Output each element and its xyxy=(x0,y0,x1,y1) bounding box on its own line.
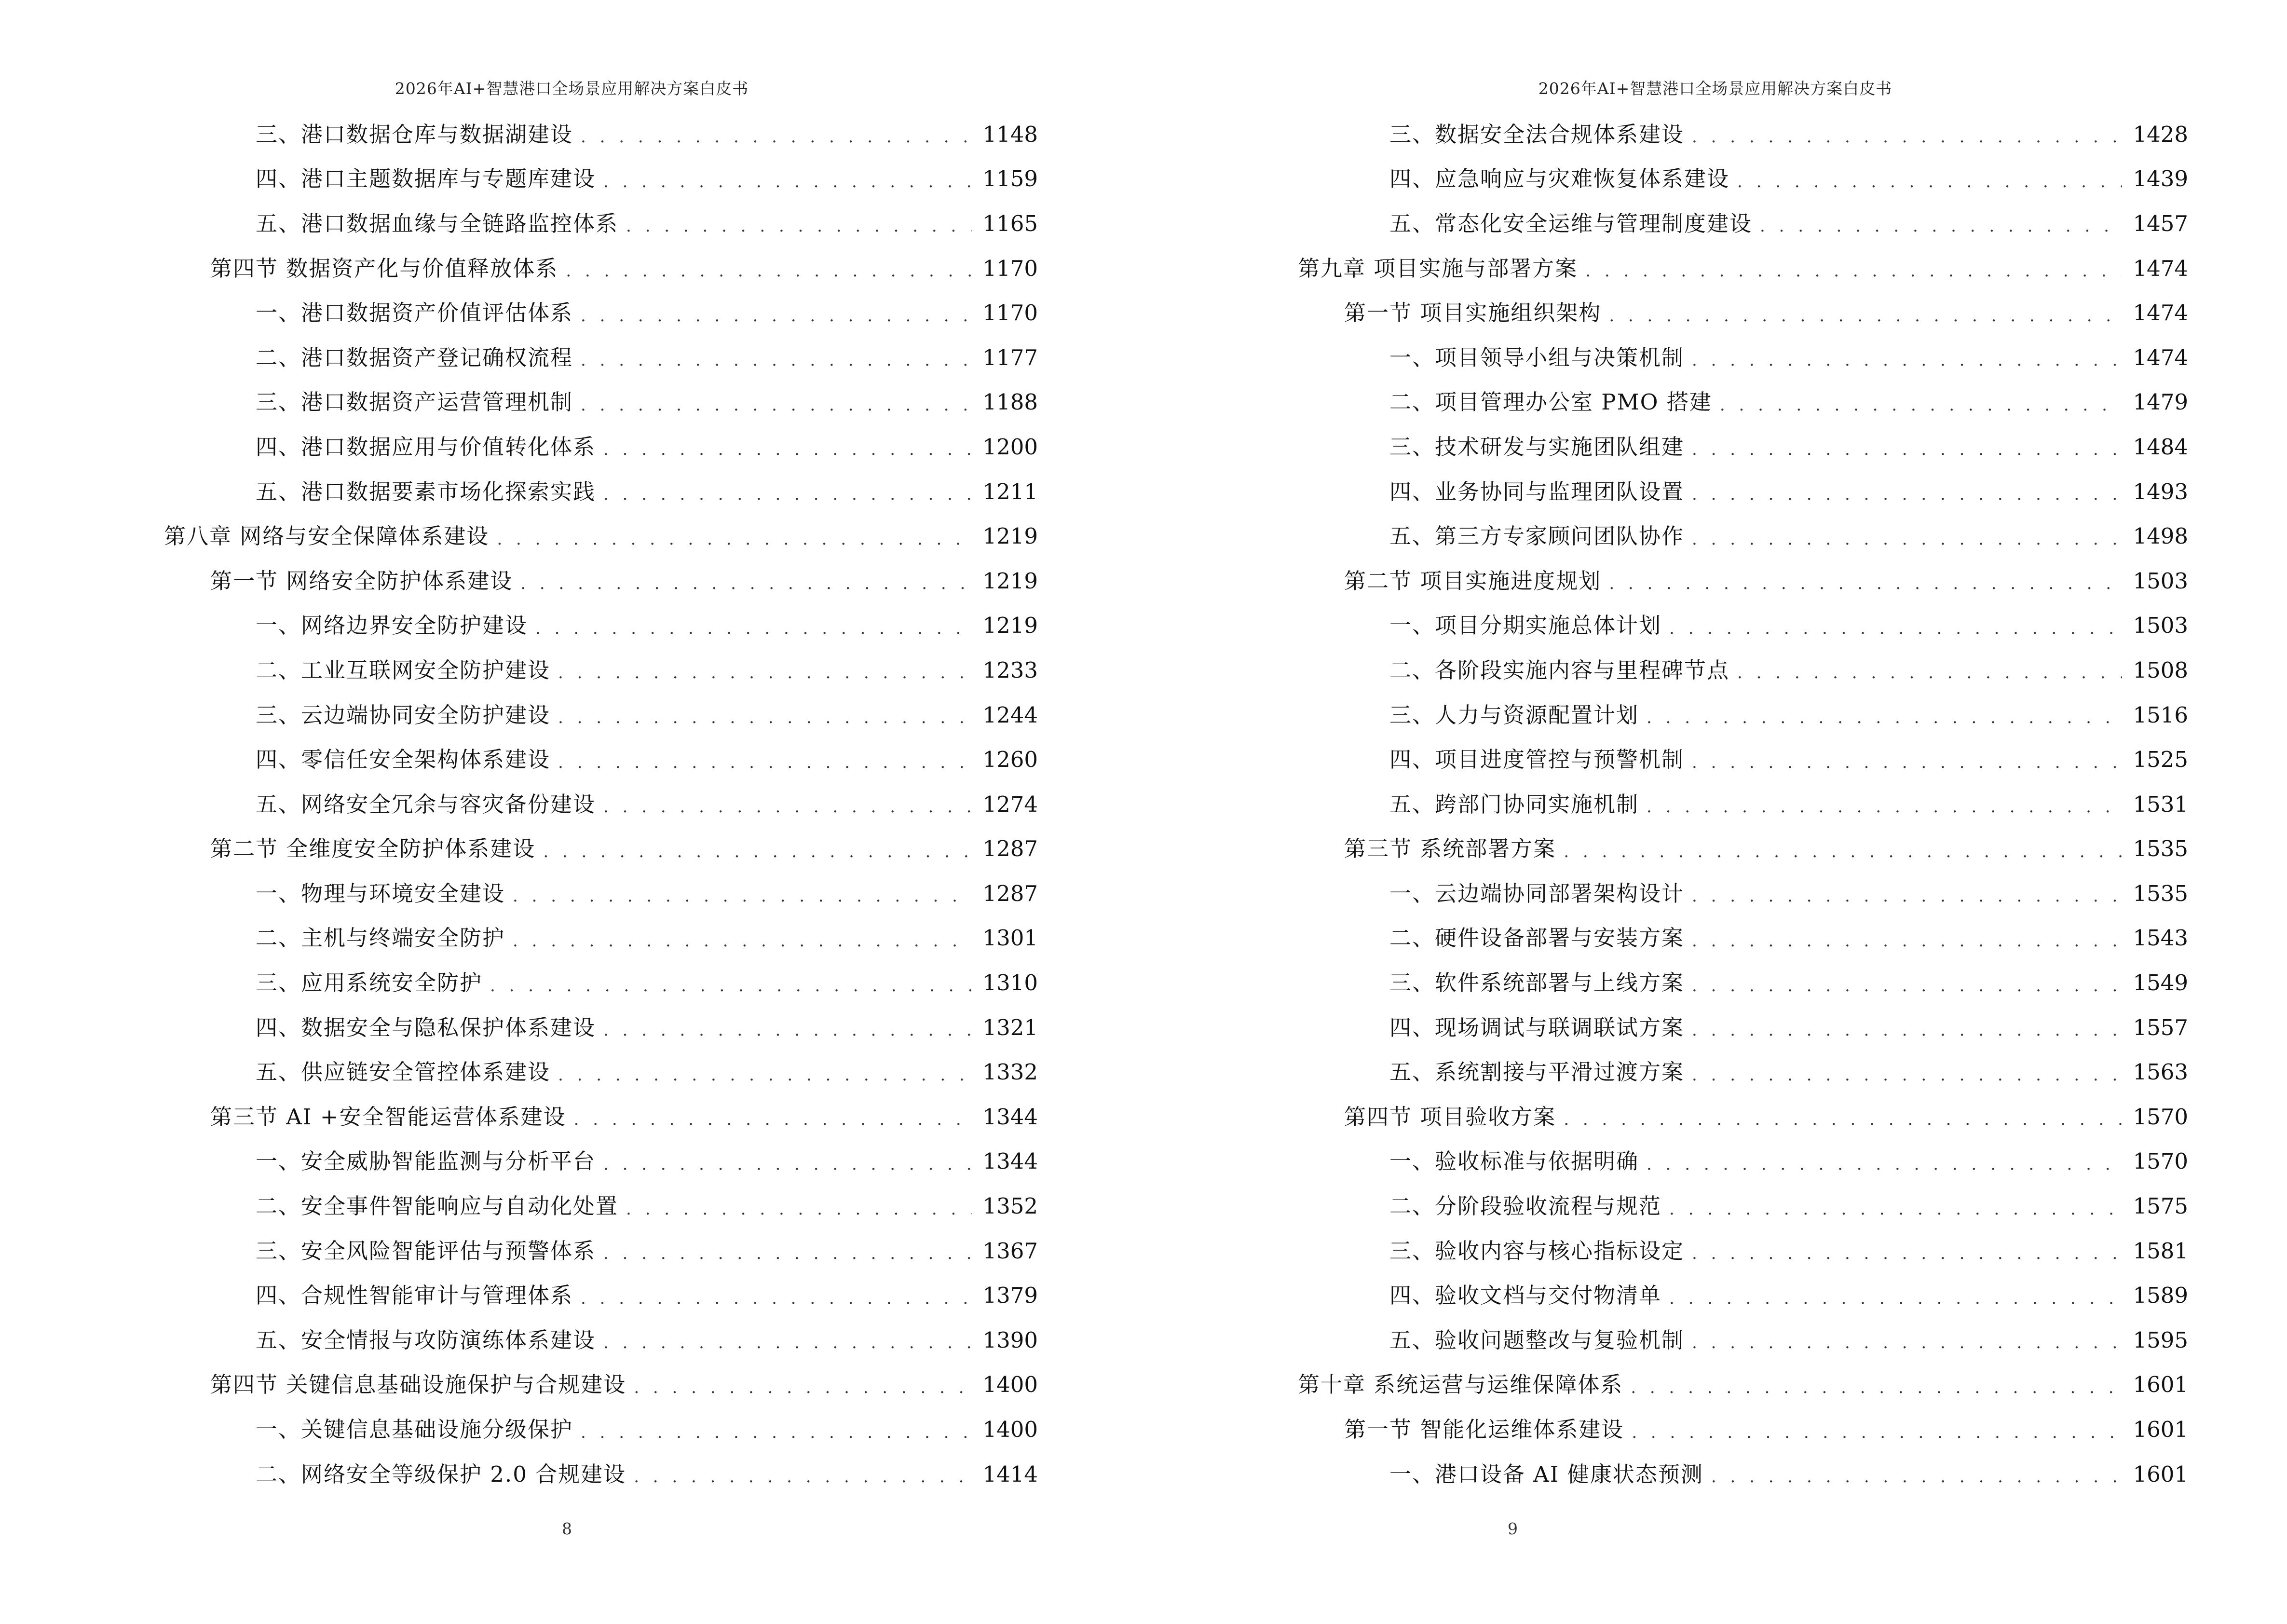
toc-entry-page-number: 1493 xyxy=(2133,478,2188,505)
dot-leader xyxy=(558,754,972,771)
toc-entry-title: 四、零信任安全架构体系建设 xyxy=(256,747,551,773)
toc-subsection-entry[interactable] xyxy=(1298,1273,2188,1318)
toc-entry-page-number: 1535 xyxy=(2133,880,2188,906)
toc-entry-page-number: 1543 xyxy=(2133,925,2188,951)
dot-leader xyxy=(1692,129,2122,145)
dot-leader xyxy=(581,308,972,324)
toc-entry-page-number: 1274 xyxy=(982,791,1038,817)
toc-entry-title: 第二节 全维度安全防护体系建设 xyxy=(210,836,536,862)
toc-entry-title: 三、安全风险智能评估与预警体系 xyxy=(256,1238,596,1264)
toc-chapter-entry[interactable] xyxy=(164,514,1038,559)
dot-leader xyxy=(1647,799,2122,815)
toc-entry-page-number: 1211 xyxy=(982,478,1038,505)
toc-entry-page-number: 1503 xyxy=(2133,568,2188,594)
dot-leader xyxy=(558,665,972,681)
toc-entry-title: 二、硬件设备部署与安装方案 xyxy=(1389,925,1685,951)
dot-leader xyxy=(513,888,972,904)
toc-subsection-entry[interactable] xyxy=(1298,1452,2188,1497)
toc-entry-page-number: 1601 xyxy=(2133,1417,2188,1443)
dot-leader xyxy=(626,218,972,234)
toc-entry-title: 五、第三方专家顾问团队协作 xyxy=(1389,523,1685,549)
dot-leader xyxy=(520,575,972,592)
toc-subsection-entry[interactable] xyxy=(164,603,1038,648)
toc-chapter-entry[interactable] xyxy=(1298,1363,2188,1407)
dot-leader xyxy=(1632,1424,2122,1441)
toc-entry-page-number: 1260 xyxy=(982,747,1038,773)
dot-leader xyxy=(581,129,972,145)
toc-entry-title: 第一节 项目实施组织架构 xyxy=(1344,300,1602,326)
toc-entry-title: 四、港口数据应用与价值转化体系 xyxy=(256,434,596,460)
toc-entry-title: 三、云边端协同安全防护建设 xyxy=(256,702,551,728)
toc-subsection-entry[interactable] xyxy=(164,201,1038,246)
toc-entry-title: 五、跨部门协同实施机制 xyxy=(1389,791,1639,817)
toc-section-entry[interactable] xyxy=(1298,290,2188,335)
toc-entry-title: 四、项目进度管控与预警机制 xyxy=(1389,747,1685,773)
toc-section-entry[interactable] xyxy=(164,1094,1038,1139)
toc-entry-page-number: 1589 xyxy=(2133,1283,2188,1309)
toc-section-entry[interactable] xyxy=(164,559,1038,603)
toc-entry-page-number: 1575 xyxy=(2133,1193,2188,1219)
toc-entry-page-number: 1390 xyxy=(982,1327,1038,1353)
dot-leader xyxy=(1737,174,2122,190)
dot-leader xyxy=(1564,844,2122,860)
dot-leader xyxy=(603,799,972,815)
dot-leader xyxy=(1669,620,2122,637)
dot-leader xyxy=(1564,1111,2122,1128)
dot-leader xyxy=(558,710,972,726)
dot-leader xyxy=(1692,441,2122,458)
toc-entry-title: 四、港口主题数据库与专题库建设 xyxy=(256,166,596,192)
dot-leader xyxy=(603,1335,972,1351)
dot-leader xyxy=(1631,1379,2122,1396)
dot-leader xyxy=(1647,710,2122,726)
toc-entry-page-number: 1498 xyxy=(2133,523,2188,549)
dot-leader xyxy=(603,174,972,190)
toc-subsection-entry[interactable] xyxy=(1298,603,2188,648)
toc-entry-title: 五、安全情报与攻防演练体系建设 xyxy=(256,1327,596,1353)
page-header: 2026年AI+智慧港口全场景应用解决方案白皮书 xyxy=(395,79,749,98)
toc-entry-page-number: 1508 xyxy=(2133,657,2188,683)
toc-entry-title: 第三节 AI +安全智能运营体系建设 xyxy=(210,1104,566,1130)
toc-subsection-entry[interactable] xyxy=(1298,737,2188,782)
dot-leader xyxy=(558,1067,972,1083)
toc-entry-page-number: 1457 xyxy=(2133,210,2188,236)
toc-entry-title: 五、常态化安全运维与管理制度建设 xyxy=(1389,210,1753,236)
toc-subsection-entry[interactable] xyxy=(1298,514,2188,559)
dot-leader xyxy=(1692,1067,2122,1083)
toc-entry-title: 三、数据安全法合规体系建设 xyxy=(1389,121,1685,147)
toc-entry-page-number: 1379 xyxy=(982,1283,1038,1309)
toc-subsection-entry[interactable] xyxy=(1298,1050,2188,1094)
toc-entry-title: 五、验收问题整改与复验机制 xyxy=(1389,1327,1685,1353)
toc-section-entry[interactable] xyxy=(164,246,1038,291)
toc-entry-title: 二、安全事件智能响应与自动化处置 xyxy=(256,1193,619,1219)
toc-subsection-entry[interactable] xyxy=(1298,648,2188,693)
toc-subsection-entry[interactable] xyxy=(1298,157,2188,202)
toc-entry-page-number: 1414 xyxy=(982,1461,1038,1487)
toc-entry-page-number: 1170 xyxy=(982,300,1038,326)
toc-entry-title: 二、分阶段验收流程与规范 xyxy=(1389,1193,1662,1219)
toc-subsection-entry[interactable] xyxy=(164,424,1038,469)
toc-subsection-entry[interactable] xyxy=(164,1452,1038,1497)
toc-entry-title: 三、软件系统部署与上线方案 xyxy=(1389,970,1685,996)
dot-leader xyxy=(1692,531,2122,547)
toc-entry-title: 二、工业互联网安全防护建设 xyxy=(256,657,551,683)
toc-subsection-entry[interactable] xyxy=(164,1318,1038,1363)
dot-leader xyxy=(581,1290,972,1307)
toc-entry-page-number: 1557 xyxy=(2133,1014,2188,1040)
toc-subsection-entry[interactable] xyxy=(1298,1228,2188,1273)
toc-subsection-entry[interactable] xyxy=(1298,424,2188,469)
toc-entry-title: 第十章 系统运营与运维保障体系 xyxy=(1298,1372,1623,1398)
toc-entry-page-number: 1531 xyxy=(2133,791,2188,817)
toc-entry-title: 四、合规性智能审计与管理体系 xyxy=(256,1283,573,1309)
toc-subsection-entry[interactable] xyxy=(164,871,1038,916)
dot-leader xyxy=(490,978,972,994)
toc-entry-page-number: 1503 xyxy=(2133,613,2188,639)
toc-entry-title: 五、系统割接与平滑过渡方案 xyxy=(1389,1059,1685,1085)
toc-entry-page-number: 1601 xyxy=(2133,1372,2188,1398)
toc-entry-title: 二、港口数据资产登记确权流程 xyxy=(256,344,573,370)
dot-leader xyxy=(566,263,972,279)
dot-leader xyxy=(1720,397,2123,413)
toc-entry-page-number: 1287 xyxy=(982,880,1038,906)
toc-entry-title: 第四节 关键信息基础设施保护与合规建设 xyxy=(210,1372,626,1398)
toc-subsection-entry[interactable] xyxy=(164,1139,1038,1184)
toc-entry-title: 一、安全威胁智能监测与分析平台 xyxy=(256,1148,596,1174)
dot-leader xyxy=(581,397,972,413)
toc-entry-page-number: 1400 xyxy=(982,1417,1038,1443)
toc-entry-title: 一、验收标准与依据明确 xyxy=(1389,1148,1639,1174)
dot-leader xyxy=(1692,888,2122,904)
toc-entry-page-number: 1233 xyxy=(982,657,1038,683)
dot-leader xyxy=(603,1156,972,1173)
toc-subsection-entry[interactable] xyxy=(1298,916,2188,961)
toc-subsection-entry[interactable] xyxy=(1298,380,2188,425)
toc-subsection-entry[interactable] xyxy=(164,157,1038,202)
toc-entry-title: 第四节 数据资产化与价值释放体系 xyxy=(210,255,558,281)
toc-entry-page-number: 1525 xyxy=(2133,747,2188,773)
toc-entry-title: 五、港口数据血缘与全链路监控体系 xyxy=(256,210,619,236)
toc-entry-page-number: 1159 xyxy=(982,166,1038,192)
toc-subsection-entry[interactable] xyxy=(164,112,1038,157)
dot-leader xyxy=(1692,352,2122,368)
toc-entry-title: 第三节 系统部署方案 xyxy=(1344,836,1556,862)
toc-subsection-entry[interactable] xyxy=(164,1184,1038,1228)
page-number: 8 xyxy=(562,1519,572,1538)
toc-entry-title: 三、港口数据仓库与数据湖建设 xyxy=(256,121,573,147)
toc-entry-page-number: 1400 xyxy=(982,1372,1038,1398)
toc-subsection-entry[interactable] xyxy=(164,380,1038,425)
dot-leader xyxy=(1585,263,2122,279)
toc-subsection-entry[interactable] xyxy=(1298,782,2188,827)
dot-leader xyxy=(581,352,972,368)
toc-entry-page-number: 1219 xyxy=(982,523,1038,549)
toc-entry-page-number: 1581 xyxy=(2133,1238,2188,1264)
toc-entry-page-number: 1310 xyxy=(982,970,1038,996)
toc-subsection-entry[interactable] xyxy=(164,916,1038,961)
dot-leader xyxy=(1609,308,2122,324)
toc-entry-page-number: 1188 xyxy=(982,389,1038,415)
toc-entry-page-number: 1244 xyxy=(982,702,1038,728)
toc-entry-page-number: 1367 xyxy=(982,1238,1038,1264)
toc-entry-page-number: 1428 xyxy=(2133,121,2188,147)
dot-leader xyxy=(1692,933,2122,949)
toc-section-entry[interactable] xyxy=(1298,1094,2188,1139)
toc-chapter-entry[interactable] xyxy=(1298,246,2188,291)
dot-leader xyxy=(603,486,972,503)
dot-leader xyxy=(634,1379,972,1396)
toc-subsection-entry[interactable] xyxy=(1298,1005,2188,1050)
toc-entry-page-number: 1177 xyxy=(982,344,1038,370)
toc-entry-title: 二、各阶段实施内容与里程碑节点 xyxy=(1389,657,1730,683)
toc-subsection-entry[interactable] xyxy=(164,960,1038,1005)
toc-subsection-entry[interactable] xyxy=(1298,960,2188,1005)
toc-subsection-entry[interactable] xyxy=(1298,112,2188,157)
toc-subsection-entry[interactable] xyxy=(164,335,1038,380)
toc-entry-page-number: 1332 xyxy=(982,1059,1038,1085)
dot-leader xyxy=(535,620,972,637)
toc-entry-title: 三、应用系统安全防护 xyxy=(256,970,483,996)
toc-entry-page-number: 1165 xyxy=(982,210,1038,236)
toc-entry-page-number: 1219 xyxy=(982,613,1038,639)
toc-entry-title: 一、物理与环境安全建设 xyxy=(256,880,505,906)
dot-leader xyxy=(543,844,972,860)
toc-entry-title: 三、人力与资源配置计划 xyxy=(1389,702,1639,728)
toc-subsection-entry[interactable] xyxy=(1298,871,2188,916)
toc-entry-page-number: 1535 xyxy=(2133,836,2188,862)
dot-leader xyxy=(634,1469,972,1485)
dot-leader xyxy=(603,1245,972,1262)
toc-entry-title: 五、港口数据要素市场化探索实践 xyxy=(256,478,596,505)
toc-entry-page-number: 1200 xyxy=(982,434,1038,460)
toc-entry-page-number: 1570 xyxy=(2133,1148,2188,1174)
toc-entry-title: 五、网络安全冗余与容灾备份建设 xyxy=(256,791,596,817)
toc-entry-page-number: 1570 xyxy=(2133,1104,2188,1130)
toc-subsection-entry[interactable] xyxy=(164,648,1038,693)
toc-subsection-entry[interactable] xyxy=(164,1273,1038,1318)
dot-leader xyxy=(626,1201,972,1217)
toc-entry-title: 第九章 项目实施与部署方案 xyxy=(1298,255,1578,281)
page-number: 9 xyxy=(1508,1519,1518,1538)
toc-entry-page-number: 1516 xyxy=(2133,702,2188,728)
toc-subsection-entry[interactable] xyxy=(1298,201,2188,246)
dot-leader xyxy=(1692,1245,2122,1262)
toc-entry-page-number: 1170 xyxy=(982,255,1038,281)
dot-leader xyxy=(513,933,972,949)
toc-subsection-entry[interactable] xyxy=(164,693,1038,737)
toc-entry-title: 一、项目领导小组与决策机制 xyxy=(1389,344,1685,370)
toc-entry-page-number: 1148 xyxy=(982,121,1038,147)
toc-entry-title: 四、数据安全与隐私保护体系建设 xyxy=(256,1014,596,1040)
toc-subsection-entry[interactable] xyxy=(164,1005,1038,1050)
toc-entry-title: 四、业务协同与监理团队设置 xyxy=(1389,478,1685,505)
toc-entry-page-number: 1484 xyxy=(2133,434,2188,460)
toc-section-entry[interactable] xyxy=(1298,1407,2188,1452)
toc-entry-title: 三、港口数据资产运营管理机制 xyxy=(256,389,573,415)
toc-entry-page-number: 1344 xyxy=(982,1104,1038,1130)
toc-subsection-entry[interactable] xyxy=(164,1228,1038,1273)
toc-entry-title: 一、云边端协同部署架构设计 xyxy=(1389,880,1685,906)
toc-subsection-entry[interactable] xyxy=(1298,693,2188,737)
toc-entry-title: 二、网络安全等级保护 2.0 合规建设 xyxy=(256,1461,626,1487)
dot-leader xyxy=(1692,754,2122,771)
toc-subsection-entry[interactable] xyxy=(1298,469,2188,514)
dot-leader xyxy=(1760,218,2122,234)
toc-entry-title: 第二节 项目实施进度规划 xyxy=(1344,568,1602,594)
dot-leader xyxy=(581,1424,972,1441)
toc-entry-page-number: 1474 xyxy=(2133,344,2188,370)
toc-subsection-entry[interactable] xyxy=(1298,335,2188,380)
toc-entry-page-number: 1563 xyxy=(2133,1059,2188,1085)
toc-entry-page-number: 1479 xyxy=(2133,389,2188,415)
toc-entry-title: 一、港口数据资产价值评估体系 xyxy=(256,300,573,326)
toc-entry-page-number: 1549 xyxy=(2133,970,2188,996)
toc-entry-page-number: 1439 xyxy=(2133,166,2188,192)
toc-entry-page-number: 1474 xyxy=(2133,300,2188,326)
toc-entry-title: 一、港口设备 AI 健康状态预测 xyxy=(1389,1461,1703,1487)
toc-entry-title: 第八章 网络与安全保障体系建设 xyxy=(164,523,490,549)
toc-entry-title: 四、应急响应与灾难恢复体系建设 xyxy=(1389,166,1730,192)
toc-subsection-entry[interactable] xyxy=(164,782,1038,827)
dot-leader xyxy=(1692,1335,2122,1351)
toc-subsection-entry[interactable] xyxy=(164,469,1038,514)
toc-entry-page-number: 1595 xyxy=(2133,1327,2188,1353)
toc-entry-page-number: 1321 xyxy=(982,1014,1038,1040)
toc-entry-page-number: 1287 xyxy=(982,836,1038,862)
dot-leader xyxy=(1647,1156,2122,1173)
dot-leader xyxy=(1692,978,2122,994)
toc-entry-title: 四、现场调试与联调联试方案 xyxy=(1389,1014,1685,1040)
toc-subsection-entry[interactable] xyxy=(164,290,1038,335)
toc-entry-title: 三、技术研发与实施团队组建 xyxy=(1389,434,1685,460)
dot-leader xyxy=(603,1022,972,1038)
dot-leader xyxy=(1692,486,2122,503)
toc-list xyxy=(164,112,1038,1496)
dot-leader xyxy=(1669,1201,2122,1217)
dot-leader xyxy=(1669,1290,2122,1307)
toc-entry-title: 一、关键信息基础设施分级保护 xyxy=(256,1417,573,1443)
dot-leader xyxy=(497,531,972,547)
toc-subsection-entry[interactable] xyxy=(1298,1318,2188,1363)
dot-leader xyxy=(1692,1022,2122,1038)
toc-subsection-entry[interactable] xyxy=(164,737,1038,782)
toc-subsection-entry[interactable] xyxy=(164,1050,1038,1094)
toc-entry-title: 第四节 项目验收方案 xyxy=(1344,1104,1556,1130)
toc-entry-title: 四、验收文档与交付物清单 xyxy=(1389,1283,1662,1309)
dot-leader xyxy=(574,1111,972,1128)
toc-entry-page-number: 1474 xyxy=(2133,255,2188,281)
toc-entry-page-number: 1344 xyxy=(982,1148,1038,1174)
toc-entry-page-number: 1219 xyxy=(982,568,1038,594)
toc-entry-title: 第一节 网络安全防护体系建设 xyxy=(210,568,513,594)
dot-leader xyxy=(603,441,972,458)
toc-entry-title: 五、供应链安全管控体系建设 xyxy=(256,1059,551,1085)
toc-entry-page-number: 1301 xyxy=(982,925,1038,951)
toc-subsection-entry[interactable] xyxy=(1298,1139,2188,1184)
dot-leader xyxy=(1711,1469,2123,1485)
toc-section-entry[interactable] xyxy=(1298,559,2188,603)
toc-entry-title: 二、主机与终端安全防护 xyxy=(256,925,505,951)
toc-subsection-entry[interactable] xyxy=(1298,1184,2188,1228)
toc-section-entry[interactable] xyxy=(164,1363,1038,1407)
toc-entry-page-number: 1601 xyxy=(2133,1461,2188,1487)
toc-entry-page-number: 1352 xyxy=(982,1193,1038,1219)
dot-leader xyxy=(1609,575,2122,592)
page-header: 2026年AI+智慧港口全场景应用解决方案白皮书 xyxy=(1538,79,1892,98)
toc-entry-title: 三、验收内容与核心指标设定 xyxy=(1389,1238,1685,1264)
toc-entry-title: 二、项目管理办公室 PMO 搭建 xyxy=(1389,389,1712,415)
toc-section-entry[interactable] xyxy=(1298,827,2188,872)
toc-section-entry[interactable] xyxy=(164,827,1038,872)
toc-list xyxy=(1298,112,2188,1496)
right-page xyxy=(1144,0,2287,1624)
toc-entry-title: 一、项目分期实施总体计划 xyxy=(1389,613,1662,639)
toc-subsection-entry[interactable] xyxy=(164,1407,1038,1452)
dot-leader xyxy=(1737,665,2122,681)
toc-entry-title: 第一节 智能化运维体系建设 xyxy=(1344,1417,1624,1443)
toc-entry-title: 一、网络边界安全防护建设 xyxy=(256,613,528,639)
